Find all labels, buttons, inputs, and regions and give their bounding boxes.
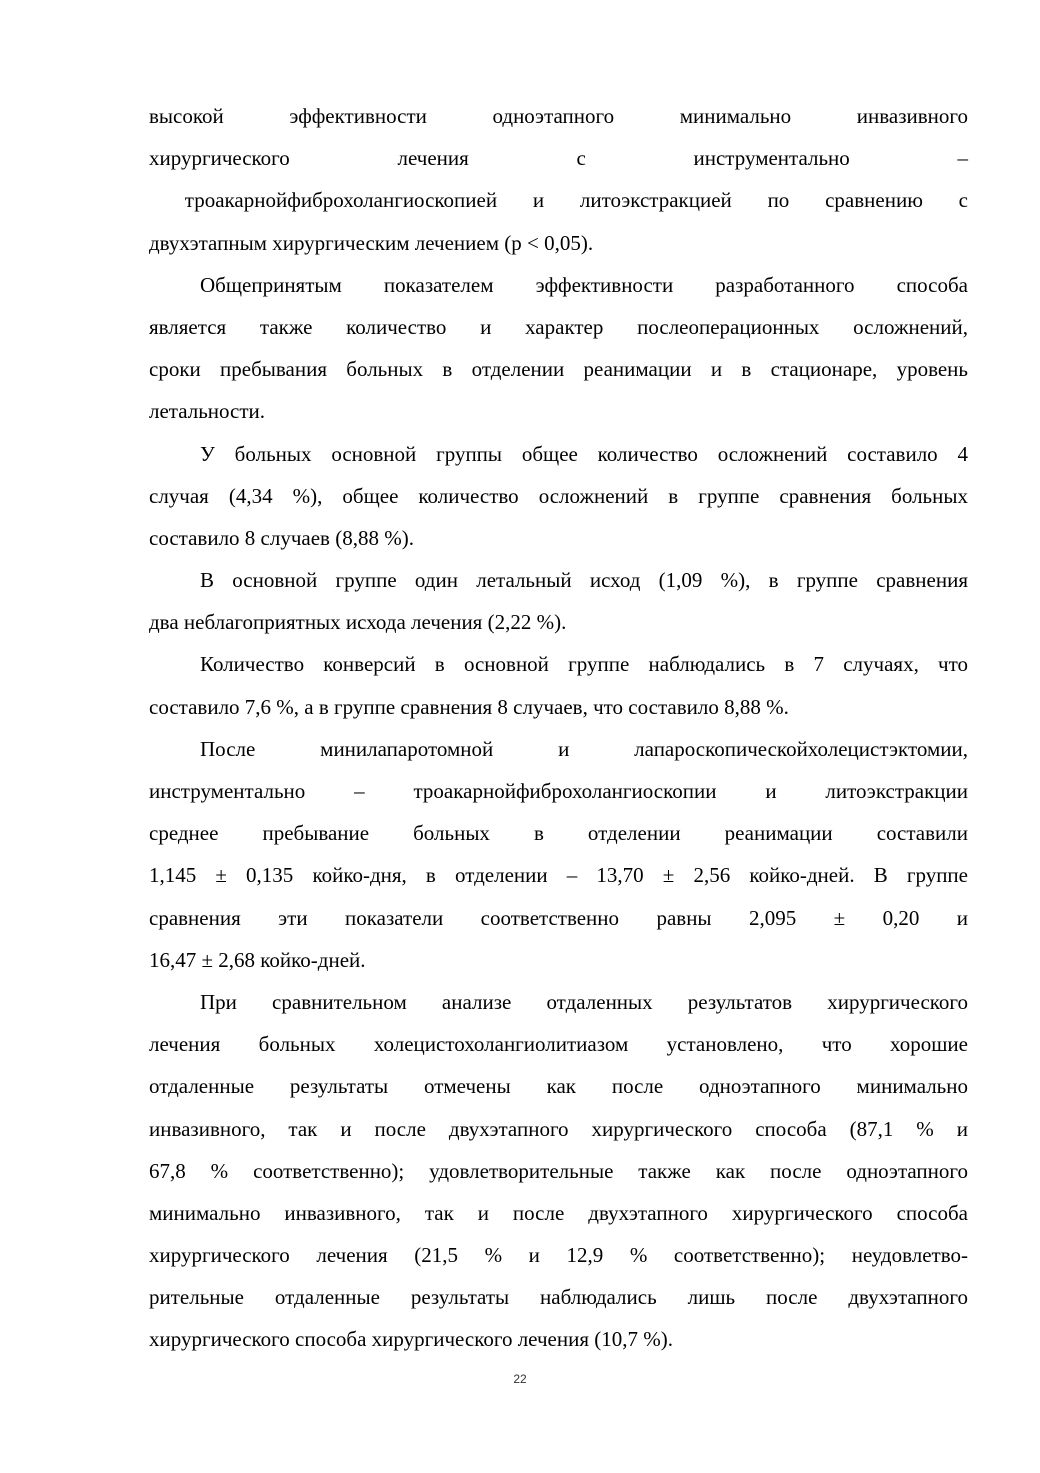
text-line: два неблагоприятных исхода лечения (2,22 %). [149,610,567,635]
text-line: хирургического способа хирургического лечения (10,7 %). [149,1327,673,1352]
text-line: отдаленные результаты отмечены как после одноэтапного минимально [149,1074,968,1099]
text-line: составило 8 случаев (8,88 %). [149,525,414,550]
text-line: летальности. [149,399,266,424]
text-line: инвазивного, так и после двухэтапного хирургического способа (87,1 % и [149,1116,968,1141]
text-line: рительные отдаленные результаты наблюдались лишь после двухэтапного [149,1285,968,1310]
text-line: составило 7,6 %, а в группе сравнения 8 случаев, что составило 8,88 %. [149,694,789,719]
text-line: среднее пребывание больных в отделении реанимации составили [149,821,968,846]
document-body [149,95,968,1361]
text-line: минимально инвазивного, так и после двухэтапного хирургического способа [149,1200,968,1225]
page-number: 22 [513,1372,527,1386]
text-line: является также количество и характер послеоперационных осложнений, [149,314,968,339]
text-line: В основной группе один летальный исход (1,09 %), в группе сравнения [200,568,968,593]
text-line: сроки пребывания больных в отделении реанимации и в стационаре, уровень [149,357,968,382]
text-line: лечения больных холецистохолангиолитиазом установлено, что хорошие [149,1032,968,1057]
text-line: Количество конверсий в основной группе наблюдались в 7 случаях, что [200,652,968,677]
text-line: высокой эффективности одноэтапного минимально инвазивного [149,104,968,128]
text-line: двухэтапным хирургическим лечением (p < 0,05). [149,230,594,255]
text-line: хирургического лечения с инструментально – [149,146,968,171]
text-line: У больных основной группы общее количество осложнений составило 4 [200,441,968,466]
text-line: случая (4,34 %), общее количество осложнений в группе сравнения больных [149,483,968,508]
text-line: При сравнительном анализе отдаленных результатов хирургического [200,989,968,1014]
text-line: хирургического лечения (21,5 % и 12,9 % соответственно); неудовлетво- [149,1243,968,1268]
text-line: Общепринятым показателем эффективности разработанного способа [200,272,968,297]
text-line: инструментально – троакарнойфиброхолангиоскопии и литоэкстракции [149,779,968,803]
text-line: После минилапаротомной и лапароскопическойхолецистэктомии, [200,736,968,761]
text-line: 1,145 ± 0,135 койко-дня, в отделении – 13,70 ± 2,56 койко-дней. В группе [149,863,968,888]
text-line: троакарнойфиброхолангиоскопией и литоэкстракцией по сравнению с [149,188,968,213]
text-line: 16,47 ± 2,68 койко-дней. [149,947,366,972]
text-line: 67,8 % соответственно); удовлетворительные также как после одноэтапного [149,1158,968,1183]
text-line: сравнения эти показатели соответственно равны 2,095 ± 0,20 и [149,905,968,930]
